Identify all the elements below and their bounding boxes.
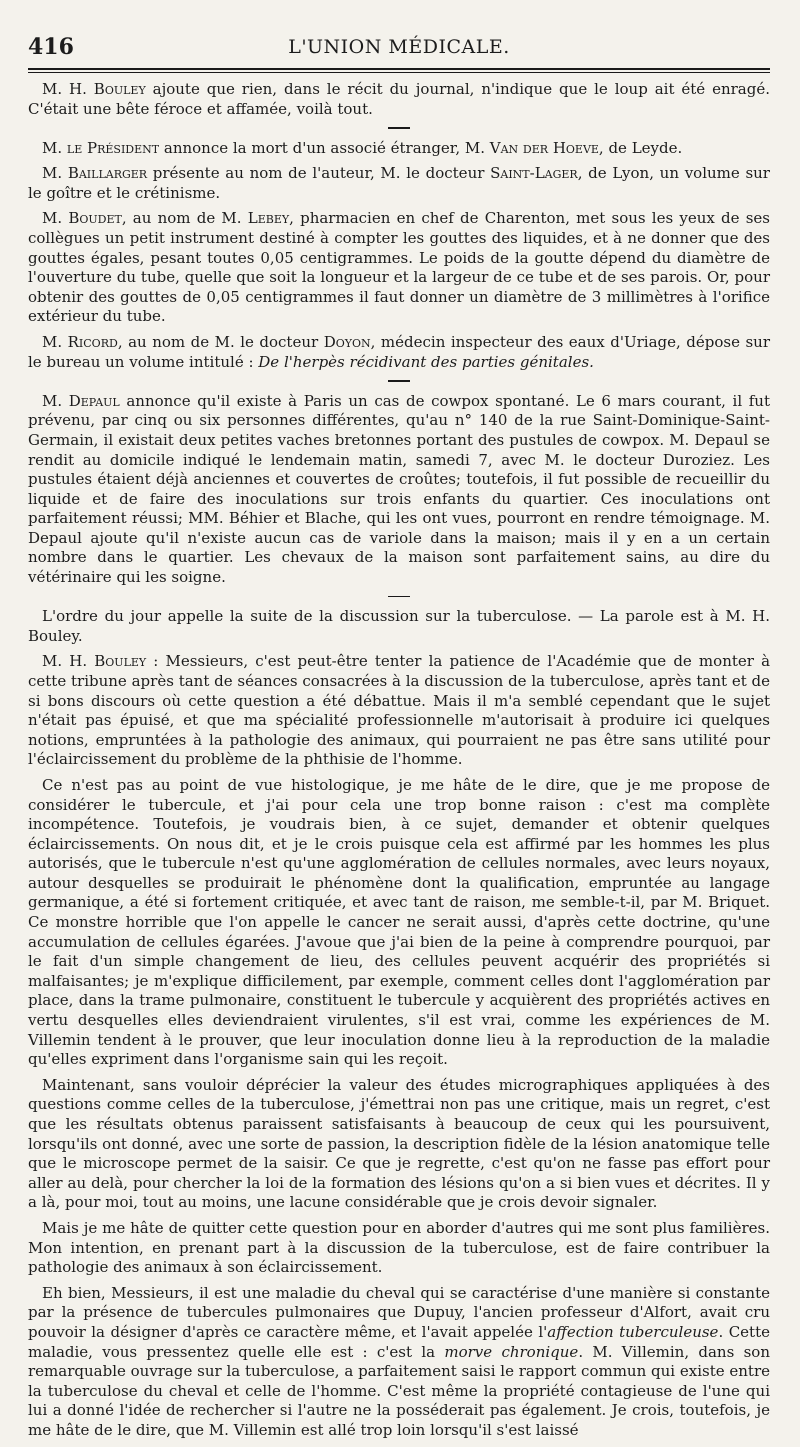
paragraph-glanders: Eh bien, Messieurs, il est une maladie du cheval qui se caractérise d'une manière si constante par la présence de tubercules pulmonaires que Dupuy, l'ancien professeur d'Alfort, avait cru pouvoir la désigner d'après ce caractère même, et l'avait appelée l'affection tuberculeuse. Cette maladie, vous pressentez quelle elle est : c'est la morve chronique. M. Villemin, dans son remarquable ouvrage sur la tuberculose, a parfaitement saisi le rapport commun qui existe entre la tuberculose du cheval et celle de l'homme. C'est même la propriété contagieuse de l'une qui lui a donné l'idée de rechercher si l'autre ne la posséderait pas également. Je crois, toutefois, je me hâte de le dire, que M. Villemin est allé trop loin lorsqu'il s'est laissé xyxy=(28,1283,770,1439)
paragraph-micrography: Maintenant, sans vouloir déprécier la valeur des études micrographiques appliquées à des questions comme celles de la tuberculose, j'émettrai non pas une critique, mais un regret, c'est que les résultats obtenus paraissent satisfaisants à beaucoup de ceux qui les poursuivent, lorsqu'ils ont donné, avec une sorte de passion, la description fidèle de la lésion anatomique telle que le microscope permet de la saisir. Ce que je regrette, c'est qu'on ne fasse pas effort pour aller au delà, pour chercher la loi de la formation des lésions qu'on a si bien vues et décrites. Il y a là, pour moi, tout au moins, une lacune considérable que je crois devoir signaler. xyxy=(28,1075,770,1212)
speaker-name: M. Ricord xyxy=(42,333,118,352)
speaker-name: M. Depaul xyxy=(42,391,120,410)
paragraph-boudet: M. Boudet, au nom de M. Lebey, pharmacien en chef de Charenton, met sous les yeux de ses collègues un petit instrument destiné à compter les gouttes des liquides, et à ne donner que des gouttes égales, pesant toutes 0,05 centigrammes. Le poids de la goutte dépend du diamètre de l'ouverture du tube, quelle que soit la longueur et la largeur de ce tube et de ses parois. Or, pour obtenir des gouttes de 0,05 centigrammes il faut donner un diamètre de 3 millimètres à l'orifice extérieur du tube. xyxy=(28,209,770,326)
italic-term: affection tuberculeuse xyxy=(547,1322,719,1341)
paragraph-order-of-day: L'ordre du jour appelle la suite de la discussion sur la tuberculose. — La parole est à M. H. Bouley. xyxy=(28,607,770,645)
article-body xyxy=(28,80,770,1447)
speaker-name: M. Boudet xyxy=(42,209,122,228)
paragraph-baillarger: M. Baillarger présente au nom de l'auteur, M. le docteur Saint-Lager, de Lyon, un volume sur le goître et le crétinisme. xyxy=(28,164,770,202)
paragraph-bouley-remark: M. H. Bouley ajoute que rien, dans le récit du journal, n'indique que le loup ait été enragé. C'était une bête féroce et affamée, voilà tout. xyxy=(28,80,770,118)
journal-title: L'UNION MÉDICALE. xyxy=(288,36,510,58)
speaker-name: M. H. Bouley xyxy=(42,80,146,98)
person-name: Doyon xyxy=(323,333,371,352)
italic-term: morve chronique xyxy=(444,1342,579,1361)
paragraph-president: M. le Président annonce la mort d'un associé étranger, M. Van der Hoeve, de Leyde. xyxy=(42,138,683,157)
section-separator xyxy=(388,596,410,598)
running-head xyxy=(28,26,770,66)
speaker-name: M. H. Bouley xyxy=(42,652,147,671)
speaker-name: M. le Président xyxy=(42,138,160,157)
speaker-name: M. Baillarger xyxy=(42,164,148,183)
section-separator xyxy=(388,127,410,129)
paragraph-ricord: M. Ricord, au nom de M. le docteur Doyon, médecin inspecteur des eaux d'Uriage, dépose sur le bureau un volume intitulé : De l'herpès récidivant des parties génitales. xyxy=(28,333,770,371)
section-separator xyxy=(388,380,410,382)
paragraph-histology: Ce n'est pas au point de vue histologique, je me hâte de le dire, que je me propose de considérer le tubercule, et j'ai pour cela une trop bonne raison : c'est ma complète incompétence. Toutefois, je voudrais bien, à ce sujet, demander et obtenir quelques éclaircissements. On nous dit, et je le crois puisque cela est affirmé par les hommes les plus autorisés, que le tubercule n'est qu'une agglomération de cellules normales, avec leurs noyaux, autour desquelles se produirait le phénomène dont la qualification, empruntée au langage germanique, a été si fortement critiquée, et avec tant de raison, me semble-t-il, par M. Briquet. Ce monstre horrible que l'on appelle le cancer ne serait aussi, d'après cette doctrine, qu'une accumulation de cellules égarées. J'avoue que j'ai bien de la peine à comprendre pourquoi, par le fait d'un simple changement de lieu, des cellules peuvent acquérir des propriétés si malfaisantes; je m'explique difficilement, par exemple, comment celles dont l'agglomération par place, dans la trame pulmonaire, constituent le tubercule y acquièrent des propriétés actives en vertu desquelles elles deviendraient virulentes, s'il est vrai, comme les expériences de M. Villemin tendent à le prouver, que leur inoculation donne lieu à la reproduction de la maladie qu'elles expriment dans l'organisme sain qui les reçoit. xyxy=(28,775,770,1069)
person-name: Van der Hoeve xyxy=(489,138,599,157)
person-name: Saint-Lager xyxy=(490,164,578,183)
paragraph-bouley-speech: M. H. Bouley : Messieurs, c'est peut-être tenter la patience de l'Académie que de monter à cette tribune après tant de séances consacrées à la discussion de la tuberculose, après tant et de si bons discours où cette question a été débattue. Mais il m'a semblé cependant que le sujet n'était pas épuisé, et que ma spécialité professionnelle m'autorisait à produire ici quelques notions, empruntées à la pathologie des animaux, qui pourraient ne pas être sans utilité pour l'éclaircissement du problème de la phthisie de l'homme. xyxy=(28,652,771,769)
book-title: De l'herpès récidivant des parties génitales. xyxy=(258,352,594,371)
paragraph-depaul: M. Depaul annonce qu'il existe à Paris un cas de cowpox spontané. Le 6 mars courant, il fut prévenu, par cinq ou six personnes différentes, qu'au n° 140 de la rue Saint-Dominique-Saint-Germain, il existait deux petites vaches bretonnes portant des pustules de cowpox. M. Depaul se rendit au domicile indiqué le lendemain matin, samedi 7, avec M. le docteur Duroziez. Les pustules étaient déjà anciennes et couvertes de croûtes; toutefois, il fut possible de recueillir du liquide et de faire des inoculations sur trois enfants du quartier. Ces inoculations ont parfaitement réussi; MM. Béhier et Blache, qui les ont vues, pourront en rendre témoignage. M. Depaul ajoute qu'il n'existe aucun cas de variole dans la maison; mais il y en a un certain nombre dans le quartier. Les chevaux de la maison sont parfaitement sains, au dire du vétérinaire qui les soigne. xyxy=(28,391,770,587)
person-name: Lebey xyxy=(247,209,290,228)
header-rule-thick xyxy=(28,68,770,70)
header-rule-thin xyxy=(28,72,770,73)
journal-page xyxy=(28,26,771,1439)
paragraph-animal-pathology: Mais je me hâte de quitter cette question pour en aborder d'autres qui me sont plus familières. Mon intention, en prenant part à la discussion de la tuberculose, est de faire contribuer la pathologie des animaux à son éclaircissement. xyxy=(28,1218,770,1277)
page-number: 416 xyxy=(28,34,74,60)
